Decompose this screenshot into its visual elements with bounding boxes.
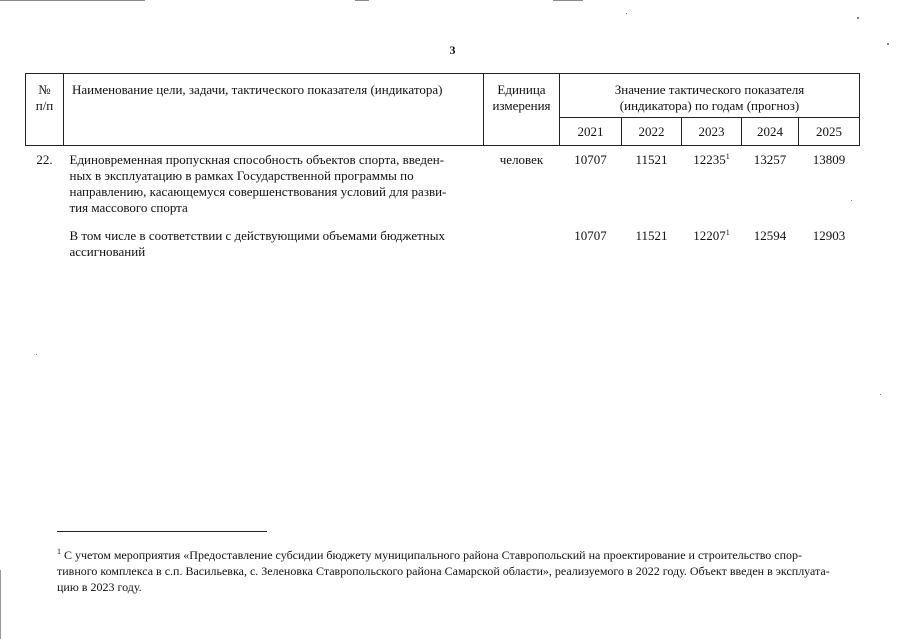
header-number-line: п/п: [35, 98, 54, 113]
row-number: [26, 216, 64, 260]
header-year: 2025: [799, 118, 860, 146]
scan-speck: [36, 354, 37, 355]
value-2023: [682, 146, 742, 217]
footnote-separator: [57, 531, 267, 532]
header-values: [560, 74, 860, 118]
value-2021: 10707: [574, 152, 607, 167]
header-unit-line: измерения: [492, 98, 551, 113]
indicator-name: [64, 216, 484, 260]
scan-speck: [857, 17, 859, 19]
table-row: [26, 146, 860, 217]
value-text: 12207: [693, 228, 726, 243]
indicator-name-line: В том числе в соответствии с действующими объемами бюджетных: [69, 228, 446, 243]
header-year: 2023: [682, 118, 742, 146]
footnote-text: С учетом мероприятия «Предоставление субсидии бюджету муниципального района Ставропольский на проектирование и строительство спор-: [61, 548, 803, 562]
indicator-name-line: направлению, касающемуся совершенствования условий для разви-: [69, 184, 447, 199]
header-values-line: (индикатора) по годам (прогноз): [619, 98, 800, 113]
header-unit: [484, 74, 560, 146]
footnote-line: [57, 547, 875, 563]
footnote-mark: 1: [57, 547, 61, 556]
value-2024: 12594: [753, 228, 787, 243]
scan-speck: [626, 13, 627, 14]
header-number-line: №: [38, 82, 51, 97]
footnote-mark: 1: [725, 152, 730, 161]
value-2025: 13809: [812, 152, 846, 167]
value-2022: 11521: [635, 152, 668, 167]
value-2023: [682, 216, 742, 260]
row-number: 22.: [36, 152, 53, 167]
header-year: 2021: [560, 118, 622, 146]
header-year: 2022: [622, 118, 682, 146]
indicator-name-line: тия массового спорта: [69, 200, 188, 215]
indicator-name-line: ных в эксплуатацию в рамках Государственной программы по: [69, 168, 414, 183]
scan-speck: [887, 43, 889, 45]
scan-speck: [851, 200, 852, 201]
value-2024: 13257: [753, 152, 787, 167]
unit-value: человек: [499, 152, 544, 167]
page-number: 3: [449, 43, 456, 57]
scan-top-rule: [553, 0, 583, 1]
value-2025: 12903: [812, 228, 846, 243]
scan-top-rule: [0, 0, 145, 1]
scan-top-rule: [355, 0, 369, 1]
header-number: [26, 74, 64, 146]
unit-value: [484, 216, 560, 260]
indicator-name-line: Единовременная пропускная способность объектов спорта, введен-: [69, 152, 445, 167]
footnote: [57, 547, 875, 595]
footnote-line: цию в 2023 году.: [57, 580, 142, 594]
footnote-mark: 1: [725, 228, 730, 237]
header-unit-line: Единица: [497, 82, 546, 97]
indicator-table: [25, 73, 860, 260]
indicator-name: [64, 146, 484, 217]
table-row: [26, 216, 860, 260]
header-values-line: Значение тактического показателя: [614, 82, 805, 97]
scan-edge: [0, 570, 1, 639]
indicator-name-line: ассигнований: [69, 244, 146, 259]
scan-speck: [880, 394, 881, 395]
header-year: 2024: [742, 118, 799, 146]
header-indicator-name: Наименование цели, задачи, тактического показателя (индикатора): [64, 74, 484, 146]
value-2021: 10707: [574, 228, 607, 243]
value-text: 12235: [693, 152, 726, 167]
footnote-line: тивного комплекса в с.п. Васильевка, с. Зеленовка Ставропольского района Самарской области», реализуемого в 2022 году. Объект введен в эксплуата-: [57, 564, 830, 578]
value-2022: 11521: [635, 228, 668, 243]
